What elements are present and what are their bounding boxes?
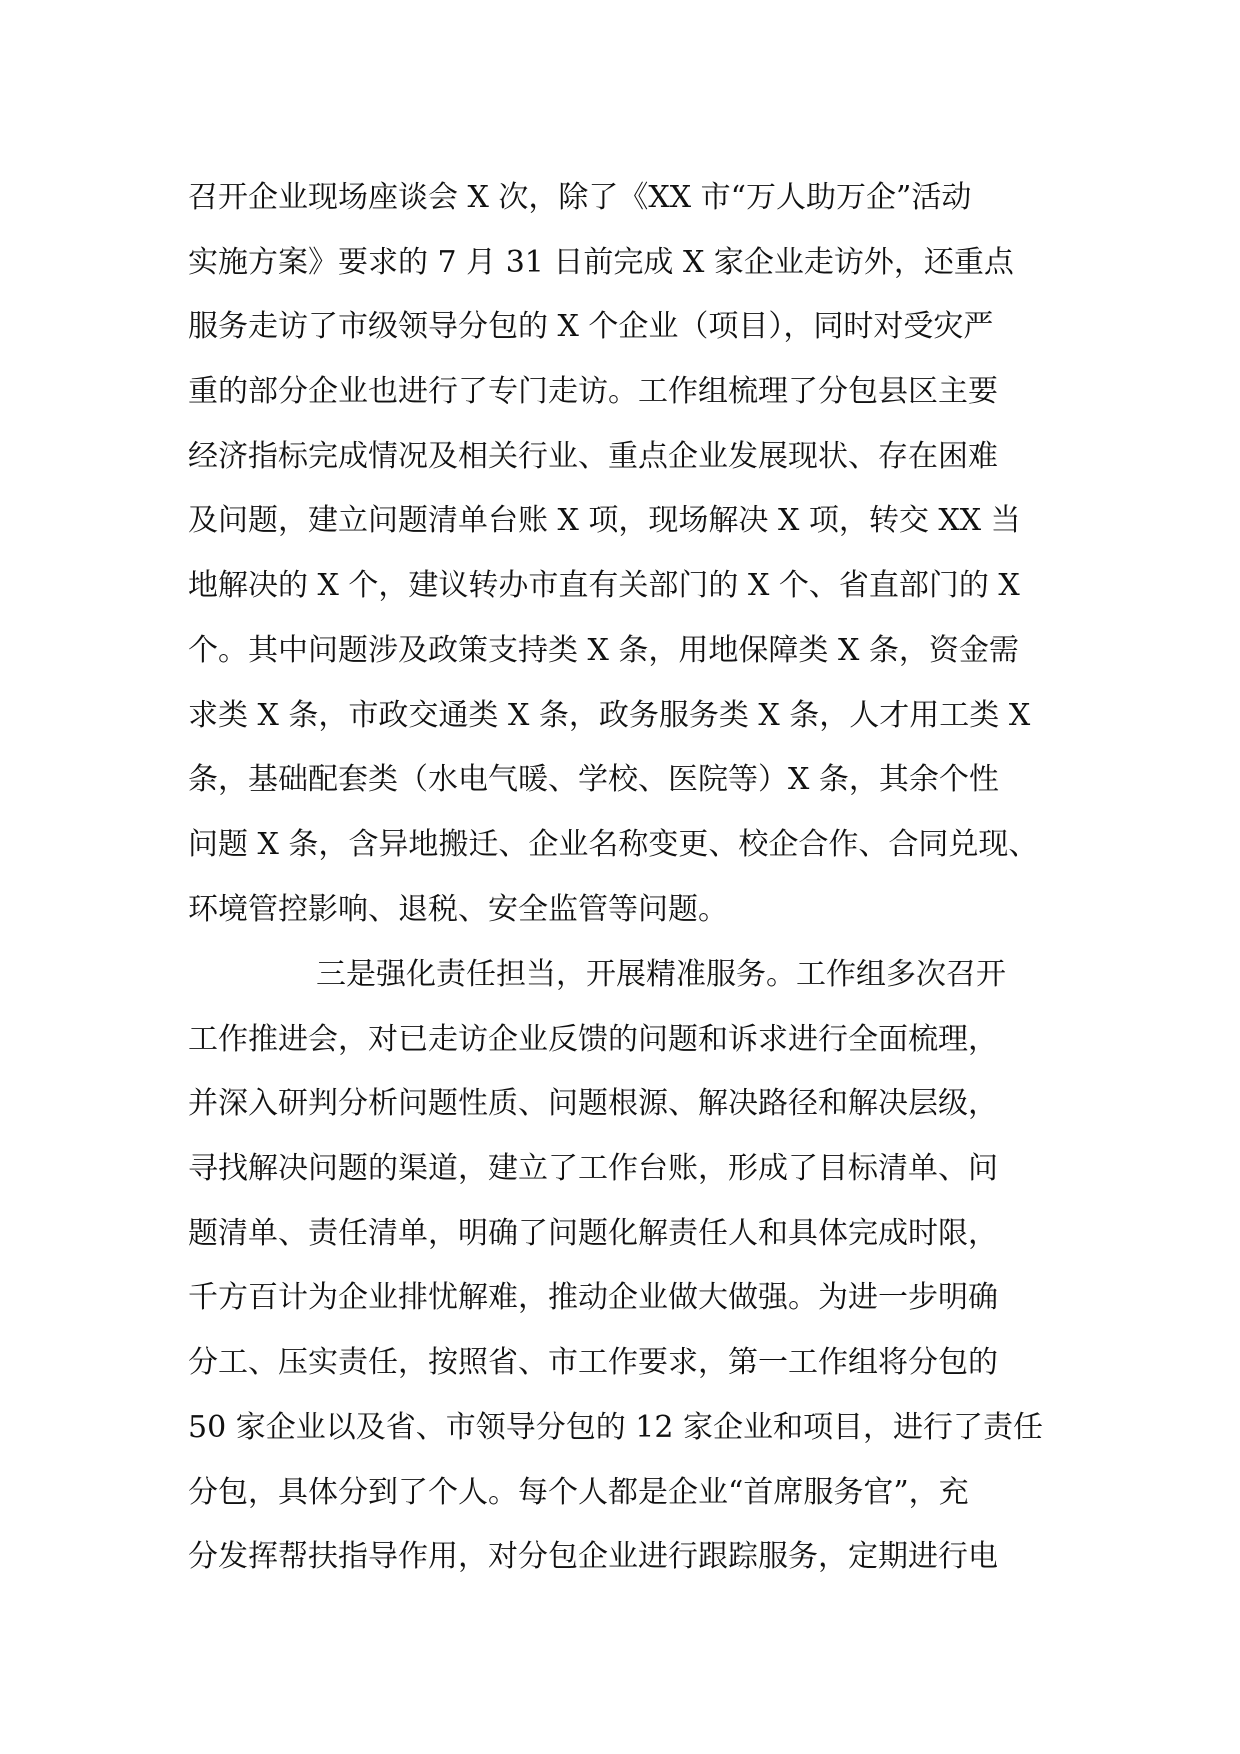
paragraph-1-line: 实施方案》要求的 7 月 31 日前完成 X 家企业走访外，还重点 [188,244,1014,280]
paragraph-2-line: 千方百计为企业排忧解难，推动企业做大做强。为进一步明确 [188,1280,998,1316]
paragraph-2-line: 题清单、责任清单，明确了问题化解责任人和具体完成时限， [188,1215,998,1251]
paragraph-2-line: 并深入研判分析问题性质、问题根源、解决路径和解决层级， [188,1086,998,1122]
paragraph-1-line: 环境管控影响、退税、安全监管等问题。 [188,891,728,927]
paragraph-1-line: 重的部分企业也进行了专门走访。工作组梳理了分包县区主要 [188,374,998,410]
paragraph-2-line: 分工、压实责任，按照省、市工作要求，第一工作组将分包的 [188,1345,998,1381]
paragraph-2-line: 分发挥帮扶指导作用，对分包企业进行跟踪服务，定期进行电 [188,1539,998,1575]
paragraph-2-line: 50 家企业以及省、市领导分包的 12 家企业和项目，进行了责任 [188,1409,1043,1445]
paragraph-1-line: 服务走访了市级领导分包的 X 个企业（项目），同时对受灾严 [188,309,994,345]
paragraph-1-line: 问题 X 条，含异地搬迁、企业名称变更、校企合作、合同兑现、 [188,826,1039,862]
paragraph-1-line: 及问题，建立问题清单台账 X 项，现场解决 X 项，转交 XX 当 [188,503,1021,539]
paragraph-2-line: 工作推进会，对已走访企业反馈的问题和诉求进行全面梳理， [188,1021,998,1057]
paragraph-1 [188,166,1068,942]
paragraph-2 [188,943,1068,1590]
paragraph-1-line: 求类 X 条，市政交通类 X 条，政务服务类 X 条，人才用工类 X [188,697,1031,733]
paragraph-1-line: 个。其中问题涉及政策支持类 X 条，用地保障类 X 条，资金需 [188,632,1019,668]
paragraph-1-line: 条，基础配套类（水电气暖、学校、医院等）X 条，其余个性 [188,762,999,798]
paragraph-1-line: 召开企业现场座谈会 X 次，除了《XX 市“万人助万企”活动 [188,180,972,215]
paragraph-1-line: 经济指标完成情况及相关行业、重点企业发展现状、存在困难 [188,438,998,474]
paragraph-2-first-line: 三是强化责任担当，开展精准服务。工作组多次召开 [316,957,1006,992]
paragraph-2-line: 分包，具体分到了个人。每个人都是企业“首席服务官”，充 [188,1474,969,1510]
paragraph-2-line: 寻找解决问题的渠道，建立了工作台账，形成了目标清单、问 [188,1151,998,1187]
paragraph-1-line: 地解决的 X 个，建议转办市直有关部门的 X 个、省直部门的 X [188,568,1020,604]
